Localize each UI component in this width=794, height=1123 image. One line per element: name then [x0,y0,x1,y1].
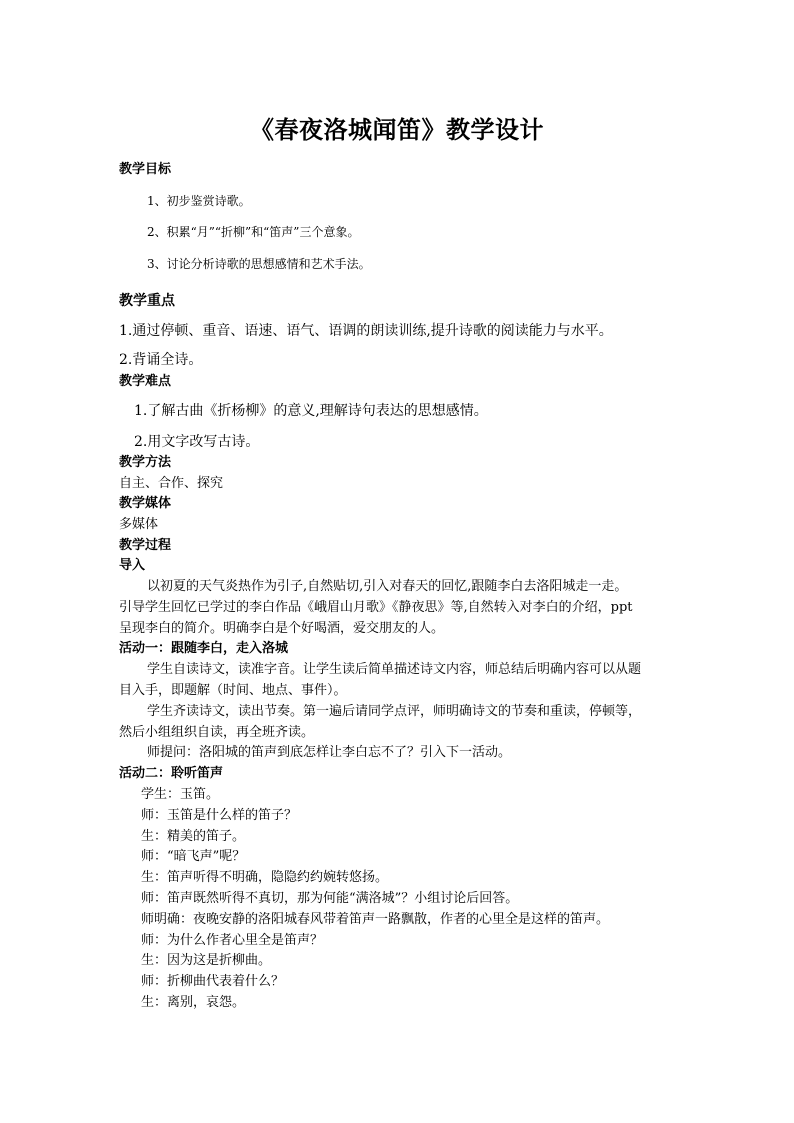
activity1-line: 然后小组组织自读，再全班齐读。 [119,725,315,740]
dialogue-line: 师：折柳曲代表着什么？ [141,974,285,989]
intro-line: 呈现李白的简介。明确李白是个好喝酒，爱交朋友的人。 [119,621,445,636]
dialogue-line: 生：离别，哀怨。 [141,995,246,1010]
goal-item: 1、初步鉴赏诗歌。 [147,194,251,208]
difficulty-item: 1.了解古曲《折杨柳》的意义,理解诗句表达的思想感情。 [134,403,488,419]
page-title: 《春夜洛城闻笛》教学设计 [250,115,544,144]
goals-heading: 教学目标 [119,162,172,177]
dialogue-line: 师：“暗飞声”呢？ [141,849,246,864]
goal-item: 3、讨论分析诗歌的思想感情和艺术手法。 [147,257,371,271]
dialogue-line: 学生：玉笛。 [141,787,220,802]
methods-text: 自主、合作、探究 [119,476,224,491]
difficulties-heading: 教学难点 [119,374,172,389]
activity1-line: 师提问：洛阳城的笛声到底怎样让李白忘不了？引入下一活动。 [147,745,512,760]
key-point-item: 1.通过停顿、重音、语速、语气、语调的朗读训练,提升诗歌的阅读能力与水平。 [119,323,613,339]
intro-line: 引导学生回忆已学过的李白作品《峨眉山月歌》《静夜思》等,自然转入对李白的介绍，ppt [119,600,633,615]
key-point-item: 2.背诵全诗。 [119,352,203,368]
goal-item: 2、积累“月”“折柳”和“笛声”三个意象。 [147,225,360,239]
dialogue-line: 师明确：夜晚安静的洛阳城春风带着笛声一路飘散，作者的心里全是这样的笛声。 [141,912,610,927]
difficulty-item: 2.用文字改写古诗。 [134,434,260,450]
activity1-line: 学生自读诗文，读准字音。让学生读后简单描述诗文内容，师总结后明确内容可以从题 [147,662,642,677]
media-heading: 教学媒体 [119,496,172,511]
intro-heading: 导入 [119,558,146,573]
media-text: 多媒体 [119,517,159,532]
activity1-line: 目入手，即题解（时间、地点、事件）。 [119,683,347,698]
dialogue-line: 生：因为这是折柳曲。 [141,953,272,968]
intro-line: 以初夏的天气炎热作为引子,自然贴切,引入对春天的回忆,跟随李白去洛阳城走一走。 [147,579,628,594]
dialogue-line: 师：为什么作者心里全是笛声？ [141,933,324,948]
dialogue-line: 师：笛声既然听得不真切，那为何能“满洛城”？小组讨论后回答。 [141,891,519,906]
activity2-heading: 活动二：聆听笛声 [119,766,224,781]
activity1-line: 学生齐读诗文，读出节奏。第一遍后请同学点评，师明确诗文的节奏和重读，停顿等， [147,704,642,719]
process-heading: 教学过程 [119,538,172,553]
key-points-heading: 教学重点 [119,293,175,309]
dialogue-line: 生：笛声听得不明确，隐隐约约婉转悠扬。 [141,870,389,885]
dialogue-line: 生：精美的笛子。 [141,829,246,844]
activity1-heading: 活动一：跟随李白，走入洛城 [119,641,289,656]
dialogue-line: 师：玉笛是什么样的笛子？ [141,808,298,823]
methods-heading: 教学方法 [119,455,172,470]
